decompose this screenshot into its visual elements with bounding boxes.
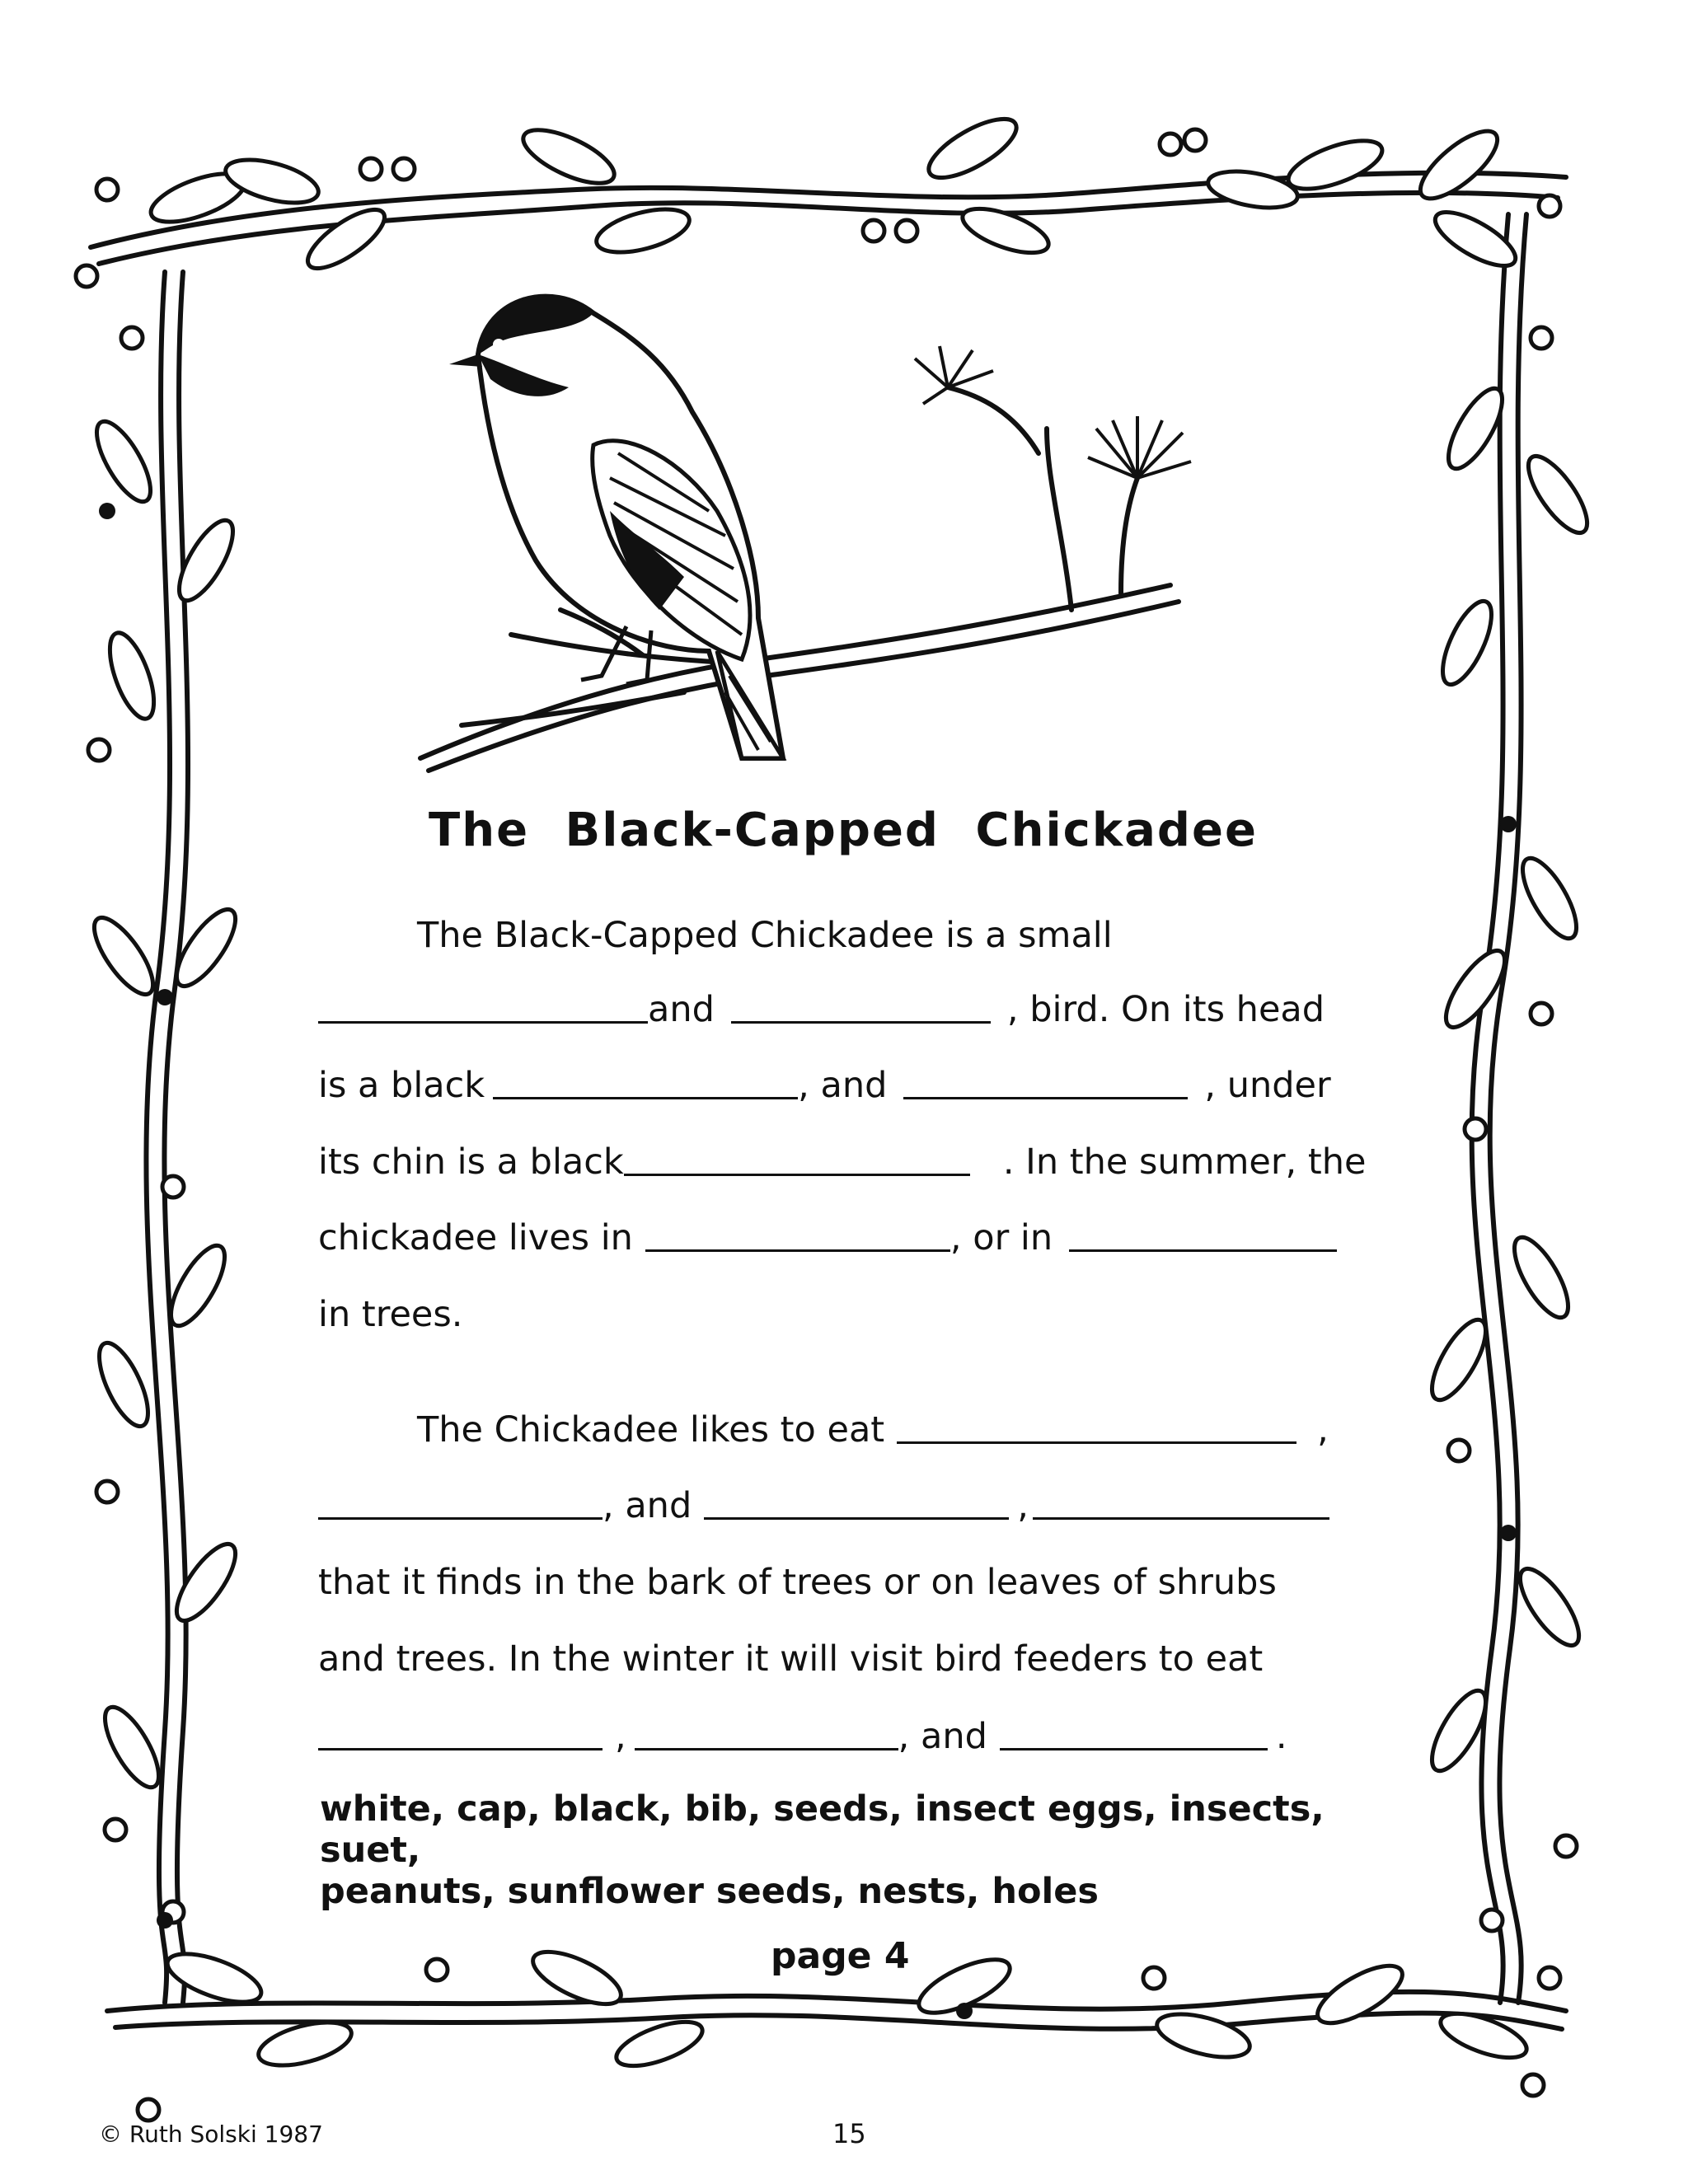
paragraph-1-line-1 (318, 898, 1489, 956)
text: , (615, 1716, 626, 1757)
text: , bird. On its head (1006, 989, 1325, 1030)
paragraph-2-line-3 (318, 1545, 1390, 1603)
text: , and (603, 1485, 692, 1526)
text: , (1017, 1485, 1029, 1526)
answer-blank[interactable] (318, 1479, 603, 1520)
word-bank (320, 1788, 1408, 1912)
answer-blank[interactable] (897, 1404, 1296, 1444)
text: . (1275, 1716, 1287, 1757)
page-label: page 4 (771, 1935, 910, 1977)
answer-blank[interactable] (318, 983, 648, 1024)
text: in trees. (318, 1294, 463, 1335)
text: , and (898, 1716, 987, 1757)
answer-blank[interactable] (645, 1212, 950, 1252)
text: and (648, 989, 715, 1030)
text: that it finds in the bark of trees or on leaves of shrubs (318, 1562, 1277, 1603)
text: and trees. In the winter it will visit bird feeders to eat (318, 1638, 1264, 1680)
text: The Black-Capped Chickadee is a small (417, 915, 1113, 956)
text: chickadee lives in (318, 1217, 633, 1258)
paragraph-2-line-5 (318, 1699, 1390, 1757)
chickadee-illustration-icon (412, 264, 1236, 791)
answer-blank[interactable] (731, 983, 991, 1024)
answer-blank[interactable] (1000, 1710, 1268, 1750)
answer-blank[interactable] (1069, 1212, 1337, 1252)
paragraph-1-line-4 (318, 1125, 1390, 1183)
text: , or in (950, 1217, 1053, 1258)
paragraph-1-line-5 (318, 1201, 1390, 1258)
paragraph-2-line-4 (318, 1622, 1390, 1680)
paragraph-2-line-2 (318, 1469, 1390, 1526)
paragraph-1-line-2 (318, 972, 1390, 1030)
text: , (1317, 1409, 1329, 1451)
paragraph-2-line-1 (318, 1393, 1489, 1451)
text: its chin is a black (318, 1141, 624, 1183)
copyright-notice: © Ruth Solski 1987 (99, 2121, 323, 2148)
page-number: 15 (832, 2118, 866, 2149)
answer-blank[interactable] (318, 1710, 603, 1750)
paragraph-1-line-6 (318, 1277, 1390, 1335)
word-bank-line: peanuts, sunflower seeds, nests, holes (320, 1871, 1100, 1912)
text: The Chickadee likes to eat (417, 1409, 885, 1451)
text: , and (798, 1065, 888, 1106)
word-bank-line: white, cap, black, bib, seeds, insect eggs, insects, suet, (320, 1788, 1325, 1871)
page-title: The Black-Capped Chickadee (429, 804, 1258, 857)
text: is a black (318, 1065, 485, 1106)
paragraph-1-line-3 (318, 1048, 1390, 1106)
text: , under (1204, 1065, 1331, 1106)
answer-blank[interactable] (903, 1059, 1188, 1099)
answer-blank[interactable] (493, 1059, 798, 1099)
answer-blank[interactable] (704, 1479, 1009, 1520)
answer-blank[interactable] (624, 1136, 970, 1176)
answer-blank[interactable] (1033, 1479, 1329, 1520)
text: . In the summer, the (1002, 1141, 1367, 1183)
answer-blank[interactable] (635, 1710, 898, 1750)
